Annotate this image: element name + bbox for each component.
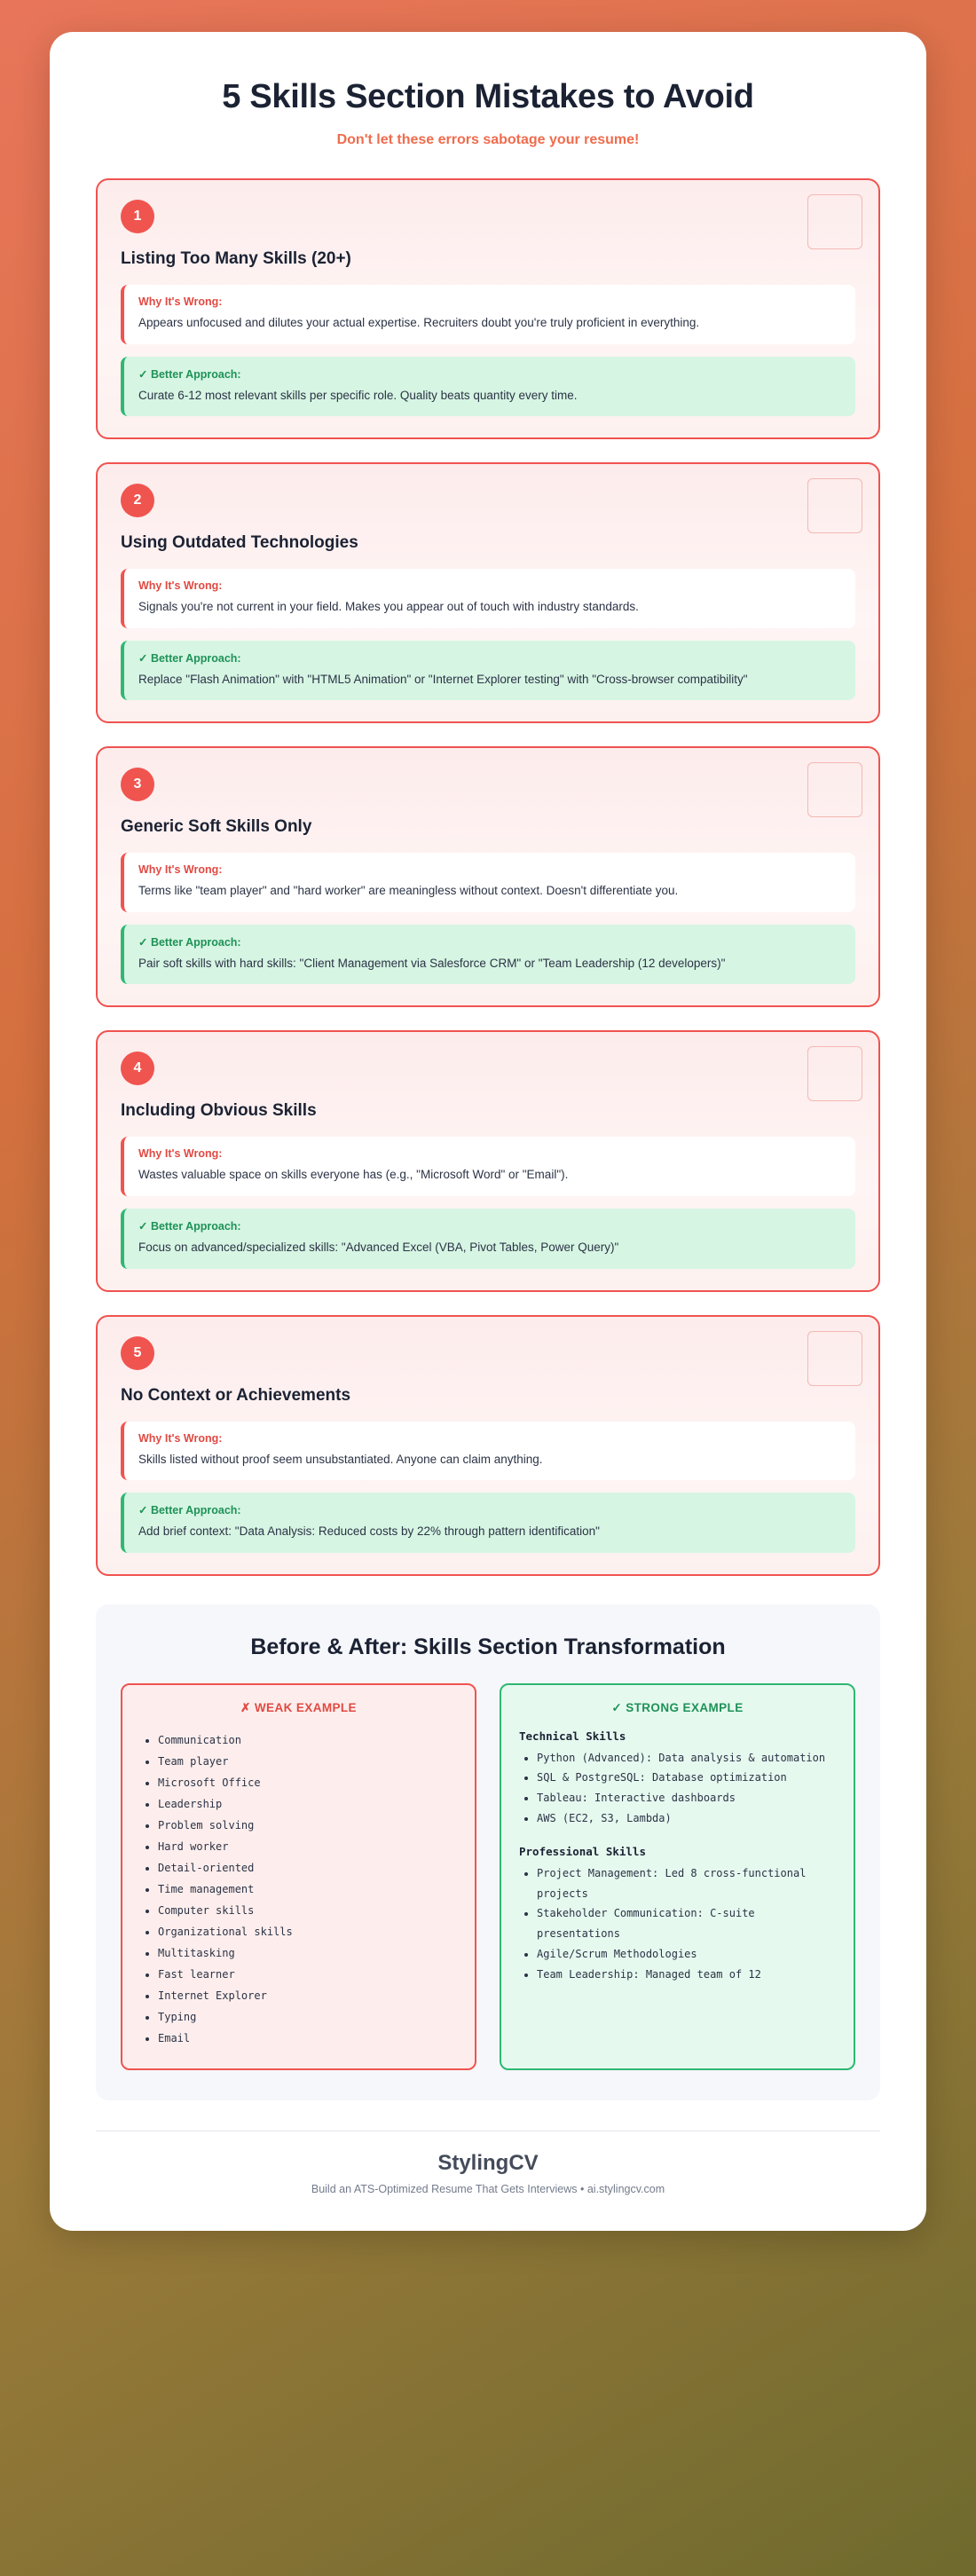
why-wrong-text: Appears unfocused and dilutes your actual expertise. Recruiters doubt you're truly proficient in everything. bbox=[138, 316, 700, 329]
better-approach-text: Focus on advanced/specialized skills: "Advanced Excel (VBA, Pivot Tables, Power Query)" bbox=[138, 1240, 619, 1254]
why-wrong-text: Signals you're not current in your field. Makes you appear out of touch with industry standards. bbox=[138, 600, 639, 614]
list-item: • Typing bbox=[158, 2006, 457, 2028]
mistake-number-badge: 4 bbox=[121, 1052, 154, 1085]
better-approach-label: ✓ Better Approach: bbox=[138, 935, 241, 949]
strong-example-card bbox=[500, 1683, 855, 2070]
mistake-title: Listing Too Many Skills (20+) bbox=[121, 249, 351, 268]
list-item: • Team Leadership: Managed team of 12 bbox=[537, 1965, 836, 1985]
mistake-card-5 bbox=[96, 1315, 880, 1576]
list-item: • Fast learner bbox=[158, 1964, 457, 1985]
weak-example-list bbox=[140, 1729, 457, 2049]
decorative-box-icon bbox=[807, 478, 862, 533]
page-title: 5 Skills Section Mistakes to Avoid bbox=[222, 78, 754, 115]
list-item: • Microsoft Office bbox=[158, 1772, 457, 1793]
list-item: • Detail-oriented bbox=[158, 1857, 457, 1879]
page-subtitle: Don't let these errors sabotage your resume! bbox=[336, 132, 640, 147]
better-approach-text: Curate 6-12 most relevant skills per specific role. Quality beats quantity every time. bbox=[138, 388, 578, 402]
mistake-number-badge: 1 bbox=[121, 200, 154, 233]
before-after-title: Before & After: Skills Section Transformation bbox=[250, 1634, 726, 1659]
list-item: • Tableau: Interactive dashboards bbox=[537, 1788, 836, 1808]
better-approach-text: Pair soft skills with hard skills: "Client Management via Salesforce CRM" or "Team Leadership (12 developers)" bbox=[138, 956, 726, 970]
better-approach-panel bbox=[121, 925, 855, 985]
decorative-box-icon bbox=[807, 1331, 862, 1386]
better-approach-panel bbox=[121, 1209, 855, 1269]
decorative-box-icon bbox=[807, 762, 862, 817]
mistake-number-badge: 5 bbox=[121, 1336, 154, 1370]
professional-skills-list bbox=[519, 1863, 836, 1985]
list-item: • Time management bbox=[158, 1879, 457, 1900]
list-item: • Computer skills bbox=[158, 1900, 457, 1921]
why-wrong-text: Skills listed without proof seem unsubstantiated. Anyone can claim anything. bbox=[138, 1452, 543, 1466]
mistake-card-2 bbox=[96, 462, 880, 723]
better-approach-label: ✓ Better Approach: bbox=[138, 367, 241, 381]
better-approach-text: Replace "Flash Animation" with "HTML5 Animation" or "Internet Explorer testing" with "Cross-browser compatibility" bbox=[138, 672, 748, 686]
before-after-columns bbox=[121, 1683, 855, 2070]
list-item: • Multitasking bbox=[158, 1942, 457, 1964]
list-item: • Team player bbox=[158, 1751, 457, 1772]
strong-example-heading: ✓ STRONG EXAMPLE bbox=[611, 1700, 744, 1714]
technical-skills-label: Technical Skills bbox=[519, 1729, 626, 1743]
mistake-title: No Context or Achievements bbox=[121, 1385, 351, 1405]
why-wrong-label: Why It's Wrong: bbox=[138, 1147, 223, 1161]
list-item: • Problem solving bbox=[158, 1815, 457, 1836]
list-item: • Leadership bbox=[158, 1793, 457, 1815]
better-approach-panel bbox=[121, 1493, 855, 1553]
why-wrong-text: Terms like "team player" and "hard worker" are meaningless without context. Doesn't differentiate you. bbox=[138, 884, 679, 898]
mistake-number-badge: 2 bbox=[121, 484, 154, 517]
mistake-card-1 bbox=[96, 178, 880, 439]
why-wrong-label: Why It's Wrong: bbox=[138, 863, 223, 877]
better-approach-label: ✓ Better Approach: bbox=[138, 1504, 241, 1517]
better-approach-panel bbox=[121, 357, 855, 417]
list-item: • Agile/Scrum Methodologies bbox=[537, 1944, 836, 1965]
why-wrong-panel bbox=[121, 569, 855, 628]
brand-name: StylingCV bbox=[437, 2150, 539, 2175]
why-wrong-panel bbox=[121, 1422, 855, 1481]
infographic-page bbox=[50, 32, 926, 2231]
mistake-card-4 bbox=[96, 1030, 880, 1291]
list-item: • Internet Explorer bbox=[158, 1985, 457, 2006]
why-wrong-panel bbox=[121, 853, 855, 912]
mistake-title: Including Obvious Skills bbox=[121, 1101, 317, 1121]
why-wrong-label: Why It's Wrong: bbox=[138, 579, 223, 593]
list-item: • Email bbox=[158, 2028, 457, 2049]
weak-example-card bbox=[121, 1683, 476, 2070]
list-item: • AWS (EC2, S3, Lambda) bbox=[537, 1808, 836, 1829]
footer-tagline: Build an ATS-Optimized Resume That Gets Interviews • ai.stylingcv.com bbox=[311, 2182, 665, 2195]
mistake-title: Generic Soft Skills Only bbox=[121, 817, 312, 837]
why-wrong-label: Why It's Wrong: bbox=[138, 295, 223, 308]
better-approach-label: ✓ Better Approach: bbox=[138, 1219, 241, 1233]
list-item: • SQL & PostgreSQL: Database optimization bbox=[537, 1768, 836, 1788]
list-item: • Communication bbox=[158, 1729, 457, 1751]
mistake-card-3 bbox=[96, 746, 880, 1007]
weak-example-heading: ✗ WEAK EXAMPLE bbox=[240, 1700, 357, 1714]
list-item: • Hard worker bbox=[158, 1836, 457, 1857]
mistake-number-badge: 3 bbox=[121, 768, 154, 801]
decorative-box-icon bbox=[807, 194, 862, 249]
better-approach-label: ✓ Better Approach: bbox=[138, 651, 241, 665]
why-wrong-panel bbox=[121, 285, 855, 344]
professional-skills-label: Professional Skills bbox=[519, 1844, 646, 1858]
better-approach-panel bbox=[121, 641, 855, 701]
why-wrong-panel bbox=[121, 1137, 855, 1196]
decorative-box-icon bbox=[807, 1046, 862, 1101]
technical-skills-list bbox=[519, 1748, 836, 1829]
why-wrong-label: Why It's Wrong: bbox=[138, 1431, 223, 1445]
mistake-title: Using Outdated Technologies bbox=[121, 533, 358, 553]
why-wrong-text: Wastes valuable space on skills everyone has (e.g., "Microsoft Word" or "Email"). bbox=[138, 1168, 569, 1182]
list-item: • Stakeholder Communication: C-suite presentations bbox=[537, 1903, 836, 1944]
list-item: • Organizational skills bbox=[158, 1921, 457, 1942]
better-approach-text: Add brief context: "Data Analysis: Reduced costs by 22% through pattern identification" bbox=[138, 1524, 600, 1539]
before-after-section bbox=[96, 1604, 880, 2100]
list-item: • Python (Advanced): Data analysis & automation bbox=[537, 1748, 836, 1769]
list-item: • Project Management: Led 8 cross-functional projects bbox=[537, 1863, 836, 1904]
